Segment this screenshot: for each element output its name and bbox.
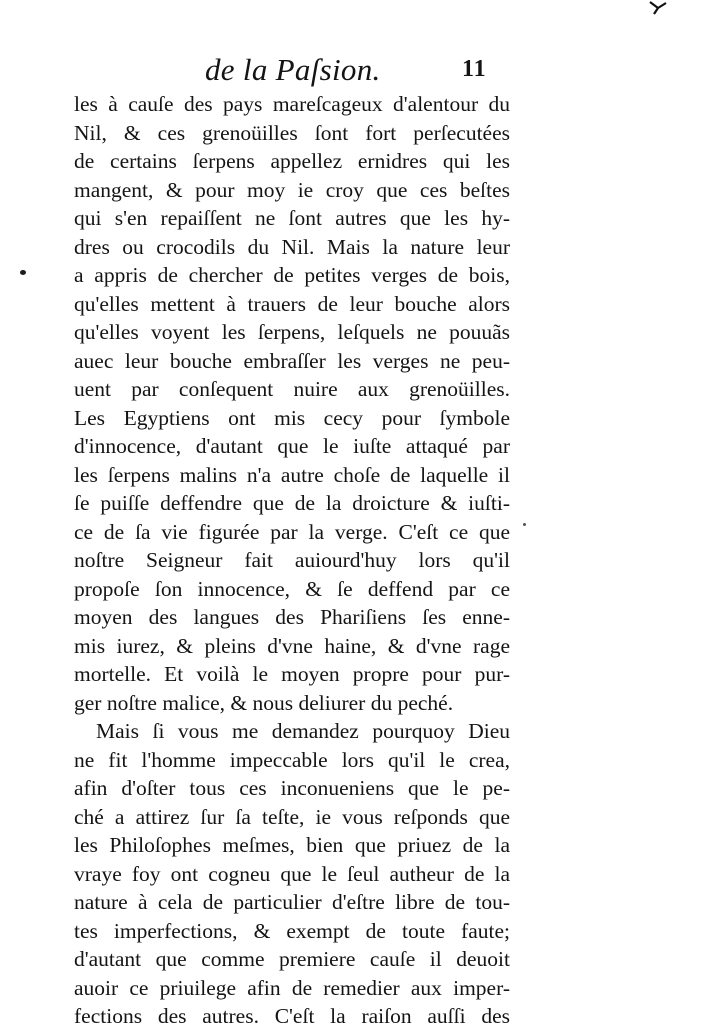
text-line: tes imperfections, & exempt de toute faute; xyxy=(74,918,510,943)
text-line: propoſe ſon innocence, & ſe deffend par ce xyxy=(74,576,510,601)
text-line: qu'elles voyent les ſerpens, leſquels ne pouuãs xyxy=(74,320,510,344)
text-line: ce de ſa vie figurée par la verge. C'eſt ce que xyxy=(74,519,510,544)
text-line: auec leur bouche embraſſer les verges ne peu- xyxy=(74,348,510,373)
text-line: qui s'en repaiſſent ne ſont autres que les hy- xyxy=(74,206,510,230)
running-head xyxy=(0,52,728,86)
page-number: 11 xyxy=(462,56,487,82)
text-line: les Philoſophes meſmes, bien que priuez de la xyxy=(74,833,510,857)
text-line: vraye foy ont cogneu que le ſeul autheur de la xyxy=(74,861,510,886)
text-line: d'autant que comme premiere cauſe il deuoit xyxy=(74,947,510,971)
text-line: nature à cela de particulier d'eſtre libre de tou- xyxy=(74,890,510,914)
text-line: noſtre Seigneur fait auiourd'huy lors qu'il xyxy=(74,548,510,572)
margin-ink-spot xyxy=(523,523,526,526)
text-line: fections des autres. C'eſt la raiſon auſſi des xyxy=(74,1004,510,1028)
text-line: Nil, & ces grenoüilles ſont fort perſecutées xyxy=(74,120,510,145)
ink-mark-icon xyxy=(648,0,668,16)
paragraph-start-line: Mais ſi vous me demandez pourquoy Dieu xyxy=(96,719,510,743)
text-line: moyen des langues des Phariſiens ſes enne- xyxy=(74,605,510,629)
text-line: ne fit l'homme impeccable lors qu'il le crea, xyxy=(74,747,510,772)
text-line: dres ou crocodils du Nil. Mais la nature leur xyxy=(74,234,510,259)
text-line: ché a attirez ſur ſa teſte, ie vous reſponds que xyxy=(74,804,510,829)
body-text xyxy=(74,90,510,1031)
text-line: ſe puiſſe deffendre que de la droicture & iuſti- xyxy=(74,491,510,515)
running-title: de la Paſsion. xyxy=(205,52,381,87)
text-line: afin d'oſter tous ces inconueniens que le pe- xyxy=(74,776,510,800)
text-line: d'innocence, d'autant que le iuſte attaqué par xyxy=(74,434,510,458)
text-line: qu'elles mettent à trauers de leur bouche alors xyxy=(74,291,510,316)
text-line: a appris de chercher de petites verges de bois, xyxy=(74,263,510,287)
text-line: les ſerpens malins n'a autre choſe de laquelle il xyxy=(74,462,510,487)
text-line: ger noſtre malice, & nous deliurer du peché. xyxy=(74,690,454,715)
margin-ink-spot xyxy=(20,270,26,275)
text-line: les à cauſe des pays mareſcageux d'alentour du xyxy=(74,92,510,116)
text-line: de certains ſerpens appellez ernidres qui les xyxy=(74,149,510,173)
text-line: Les Egyptiens ont mis cecy pour ſymbole xyxy=(74,405,510,430)
text-line: mis iurez, & pleins d'vne haine, & d'vne rage xyxy=(74,633,510,658)
text-line: mortelle. Et voilà le moyen propre pour pur- xyxy=(74,662,510,686)
text-line: uent par conſequent nuire aux grenoüilles. xyxy=(74,377,510,401)
text-line: mangent, & pour moy ie croy que ces beſtes xyxy=(74,177,510,202)
text-line: auoir ce priuilege afin de remedier aux imper- xyxy=(74,975,510,1000)
